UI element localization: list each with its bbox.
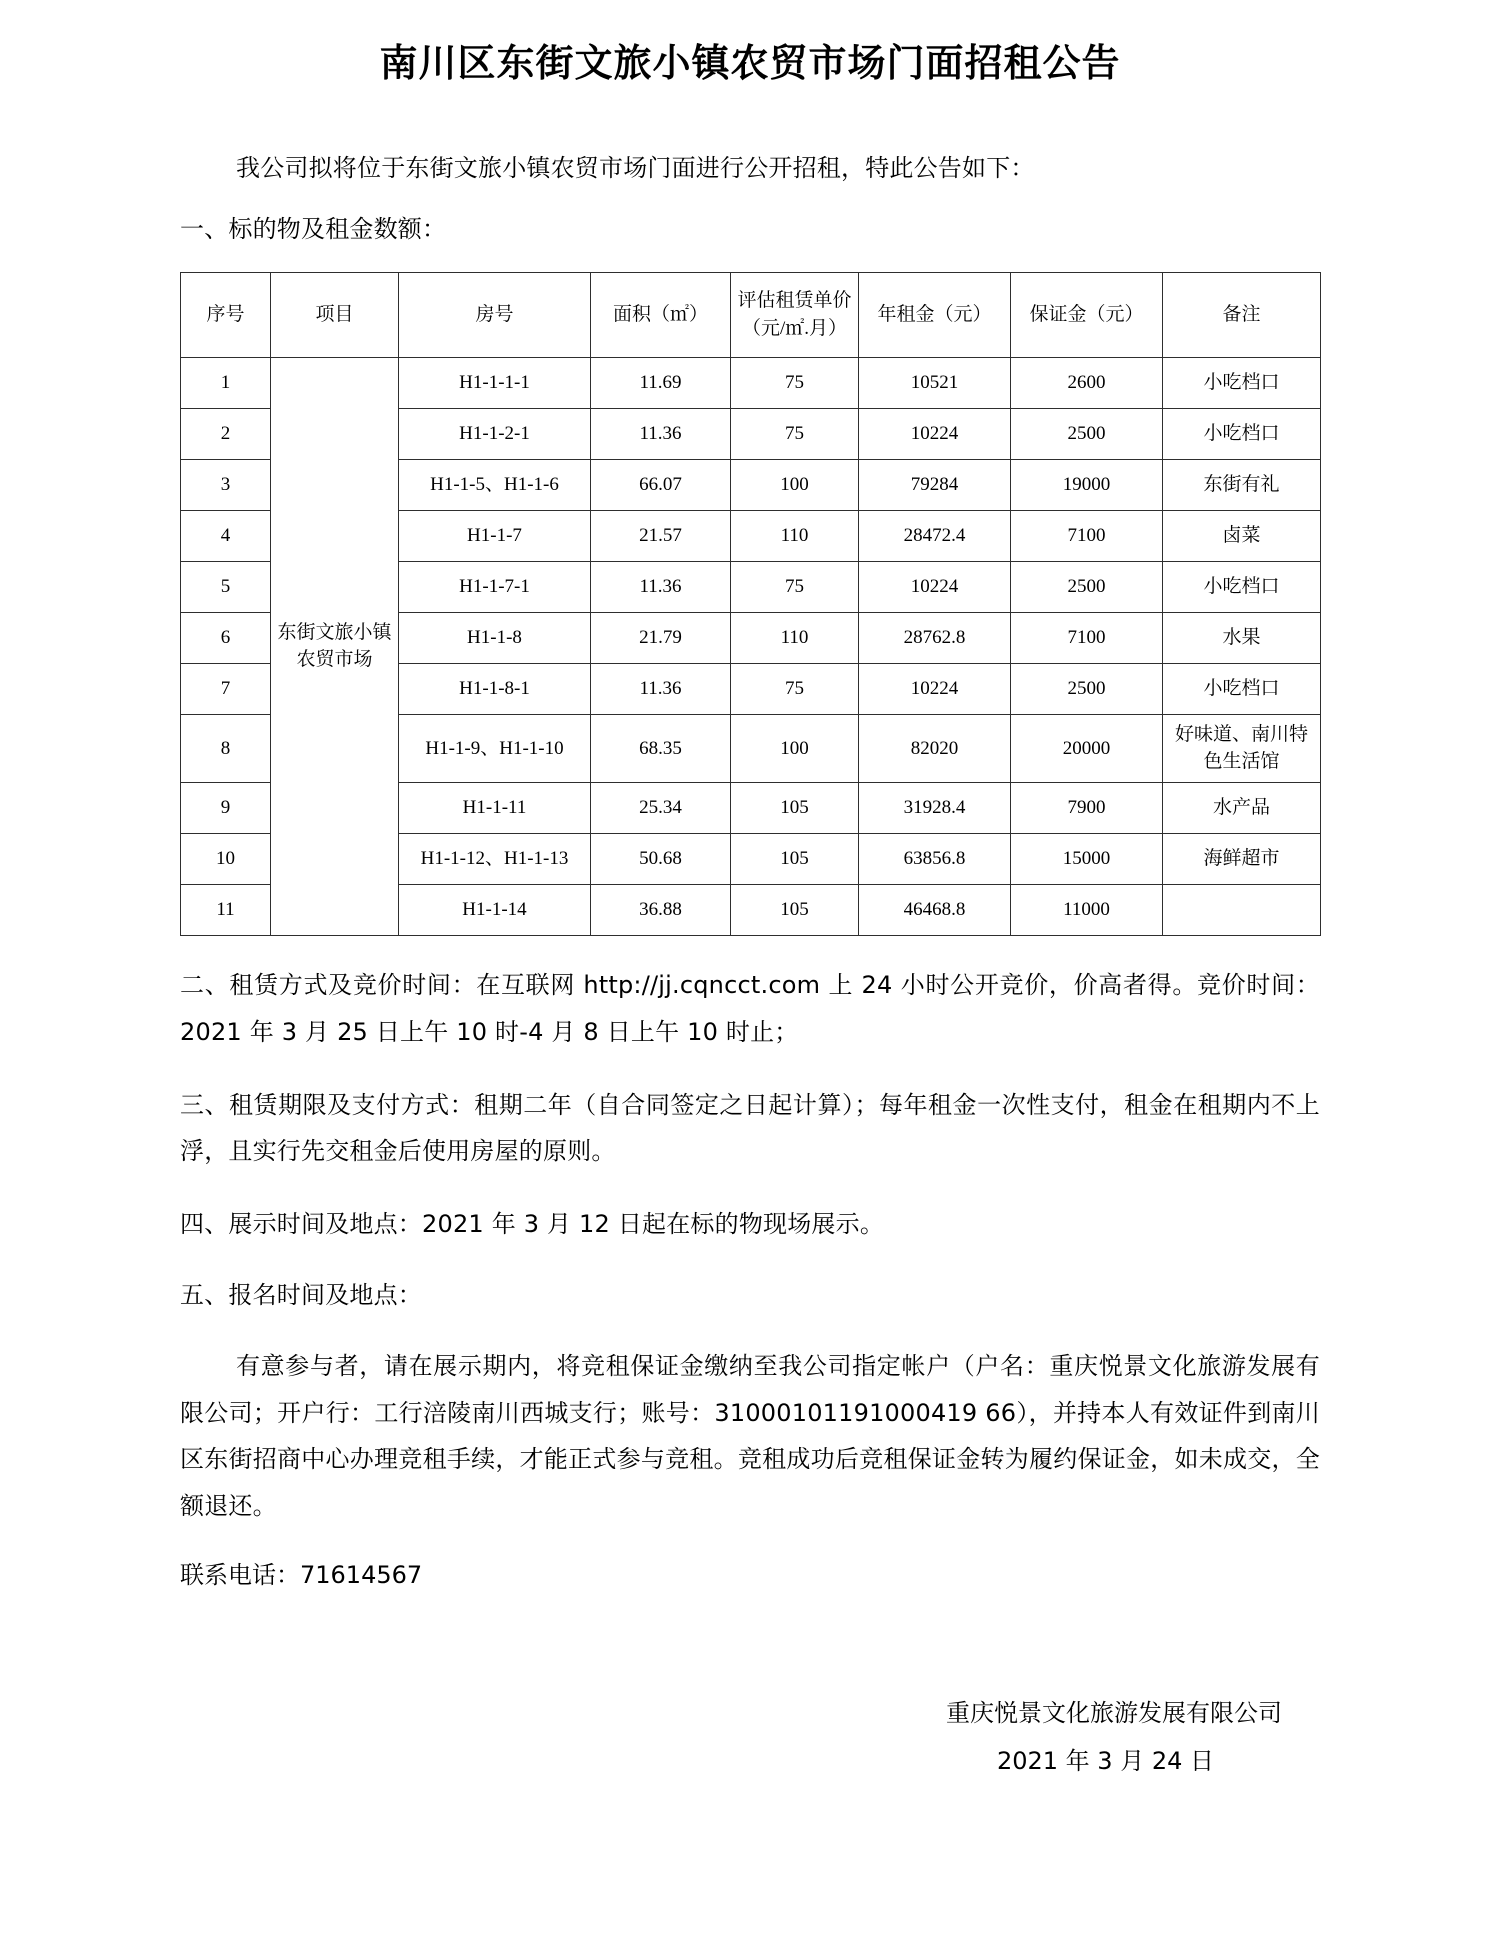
cell-project: 东街文旅小镇农贸市场: [271, 357, 399, 935]
cell-area: 66.07: [591, 459, 731, 510]
cell-unit-price: 105: [731, 884, 859, 935]
cell-index: 7: [181, 663, 271, 714]
cell-annual-rent: 46468.8: [859, 884, 1011, 935]
cell-area: 36.88: [591, 884, 731, 935]
cell-annual-rent: 10224: [859, 663, 1011, 714]
cell-unit-price: 105: [731, 833, 859, 884]
cell-index: 11: [181, 884, 271, 935]
cell-house-no: H1-1-2-1: [399, 408, 591, 459]
cell-house-no: H1-1-8-1: [399, 663, 591, 714]
cell-note: 小吃档口: [1163, 663, 1321, 714]
cell-note: 海鲜超市: [1163, 833, 1321, 884]
cell-note: [1163, 884, 1321, 935]
table-header-row: [181, 272, 1321, 357]
section-one-heading: 一、标的物及租金数额：: [180, 214, 447, 243]
cell-area: 21.79: [591, 612, 731, 663]
cell-unit-price: 100: [731, 714, 859, 782]
cell-area: 11.36: [591, 408, 731, 459]
cell-note: 好味道、南川特色生活馆: [1163, 714, 1321, 782]
cell-annual-rent: 28762.8: [859, 612, 1011, 663]
section-two-paragraph: 二、租赁方式及竞价时间：在互联网 http://jj.cqncct.com 上 24 小时公开竞价，价高者得。竞价时间：2021 年 3 月 25 日上午 10 时-4 月 8 日上午 10 时止；: [180, 970, 1320, 1046]
cell-annual-rent: 79284: [859, 459, 1011, 510]
lead-paragraph: 我公司拟将位于东街文旅小镇农贸市场门面进行公开招租，特此公告如下：: [236, 153, 1035, 182]
cell-unit-price: 100: [731, 459, 859, 510]
table-header: [181, 272, 1321, 357]
cell-annual-rent: 10224: [859, 408, 1011, 459]
cell-index: 3: [181, 459, 271, 510]
column-header-unit-price: 评估租赁单价（元/㎡.月）: [731, 272, 859, 357]
column-header-project: 项目: [271, 272, 399, 357]
cell-house-no: H1-1-12、H1-1-13: [399, 833, 591, 884]
cell-area: 11.36: [591, 663, 731, 714]
cell-house-no: H1-1-14: [399, 884, 591, 935]
cell-annual-rent: 82020: [859, 714, 1011, 782]
signature-company: 重庆悦景文化旅游发展有限公司: [946, 1699, 1282, 1728]
cell-note: 卤菜: [1163, 510, 1321, 561]
column-header-deposit: 保证金（元）: [1011, 272, 1163, 357]
column-header-note: 备注: [1163, 272, 1321, 357]
cell-house-no: H1-1-5、H1-1-6: [399, 459, 591, 510]
cell-area: 11.36: [591, 561, 731, 612]
cell-annual-rent: 63856.8: [859, 833, 1011, 884]
cell-unit-price: 75: [731, 357, 859, 408]
section-three-paragraph: 三、租赁期限及支付方式：租期二年（自合同签定之日起计算）；每年租金一次性支付，租金在租期内不上浮，且实行先交租金后使用房屋的原则。: [180, 1090, 1320, 1166]
listing-table: [180, 272, 1321, 936]
cell-deposit: 7100: [1011, 612, 1163, 663]
signature-date: 2021 年 3 月 24 日: [996, 1747, 1214, 1776]
cell-deposit: 20000: [1011, 714, 1163, 782]
cell-note: 东街有礼: [1163, 459, 1321, 510]
table-body: [181, 357, 1321, 935]
page-title: 南川区东街文旅小镇农贸市场门面招租公告: [379, 41, 1121, 85]
cell-annual-rent: 10521: [859, 357, 1011, 408]
cell-area: 50.68: [591, 833, 731, 884]
cell-deposit: 2600: [1011, 357, 1163, 408]
cell-house-no: H1-1-7-1: [399, 561, 591, 612]
cell-deposit: 7900: [1011, 782, 1163, 833]
cell-annual-rent: 10224: [859, 561, 1011, 612]
cell-deposit: 2500: [1011, 408, 1163, 459]
cell-deposit: 7100: [1011, 510, 1163, 561]
cell-index: 2: [181, 408, 271, 459]
section-five-paragraph: 有意参与者，请在展示期内，将竞租保证金缴纳至我公司指定帐户（户名：重庆悦景文化旅游发展有限公司；开户行：工行涪陵南川西城支行；账号：31000101191000419 66），并持本人有效证件到南川区东街招商中心办理竞租手续，才能正式参与竞租。竞租成功后竞租保证金转为履约保证金，如未成交，全额退还。: [180, 1351, 1320, 1521]
cell-house-no: H1-1-7: [399, 510, 591, 561]
cell-area: 11.69: [591, 357, 731, 408]
cell-area: 68.35: [591, 714, 731, 782]
cell-note: 小吃档口: [1163, 408, 1321, 459]
cell-area: 25.34: [591, 782, 731, 833]
cell-unit-price: 105: [731, 782, 859, 833]
section-five-heading: 五、报名时间及地点：: [180, 1280, 422, 1309]
column-header-area: 面积（㎡）: [591, 272, 731, 357]
cell-area: 21.57: [591, 510, 731, 561]
cell-index: 8: [181, 714, 271, 782]
cell-deposit: 11000: [1011, 884, 1163, 935]
cell-deposit: 2500: [1011, 663, 1163, 714]
signature-block: [180, 1689, 1320, 1785]
cell-deposit: 15000: [1011, 833, 1163, 884]
cell-index: 1: [181, 357, 271, 408]
cell-house-no: H1-1-9、H1-1-10: [399, 714, 591, 782]
cell-index: 5: [181, 561, 271, 612]
cell-unit-price: 75: [731, 408, 859, 459]
cell-unit-price: 75: [731, 663, 859, 714]
cell-note: 水产品: [1163, 782, 1321, 833]
column-header-house-no: 房号: [399, 272, 591, 357]
column-header-index: 序号: [181, 272, 271, 357]
cell-annual-rent: 28472.4: [859, 510, 1011, 561]
cell-deposit: 19000: [1011, 459, 1163, 510]
cell-note: 小吃档口: [1163, 561, 1321, 612]
cell-unit-price: 75: [731, 561, 859, 612]
cell-note: 水果: [1163, 612, 1321, 663]
column-header-annual-rent: 年租金（元）: [859, 272, 1011, 357]
cell-house-no: H1-1-11: [399, 782, 591, 833]
cell-unit-price: 110: [731, 510, 859, 561]
cell-note: 小吃档口: [1163, 357, 1321, 408]
cell-index: 9: [181, 782, 271, 833]
cell-index: 10: [181, 833, 271, 884]
contact-phone: 联系电话：71614567: [180, 1560, 423, 1589]
cell-unit-price: 110: [731, 612, 859, 663]
cell-index: 4: [181, 510, 271, 561]
document-body: [180, 40, 1320, 1785]
cell-house-no: H1-1-1-1: [399, 357, 591, 408]
cell-annual-rent: 31928.4: [859, 782, 1011, 833]
section-four-paragraph: 四、展示时间及地点：2021 年 3 月 12 日起在标的物现场展示。: [180, 1210, 885, 1239]
cell-index: 6: [181, 612, 271, 663]
cell-house-no: H1-1-8: [399, 612, 591, 663]
table-row: [181, 357, 1321, 408]
cell-deposit: 2500: [1011, 561, 1163, 612]
